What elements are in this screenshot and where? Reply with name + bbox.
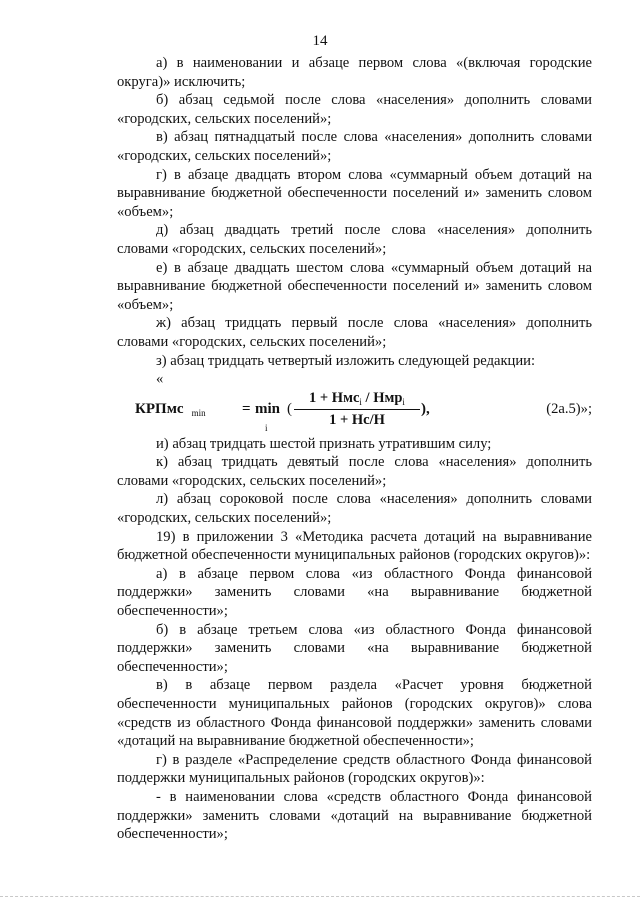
document-body <box>117 54 592 844</box>
page-number: 14 <box>312 33 328 49</box>
formula-equals: = <box>242 400 251 417</box>
paragraph: е) в абзаце двадцать шестом слова «суммарный объем дотаций на выравнивание бюджетной обеспеченности поселений и» заменить словом «объем»; <box>117 259 592 313</box>
formula-left-paren: ( <box>287 400 292 417</box>
formula-min-subscript: i <box>265 422 268 433</box>
paragraph: з) абзац тридцать четвертый изложить следующей редакции: <box>156 352 536 369</box>
paragraph: и) абзац тридцать шестой признать утратившим силу; <box>156 435 492 452</box>
paragraph: в) в абзаце первом раздела «Расчет уровня бюджетной обеспеченности муниципальных районов (городских округов)» слова «средств из областного Фонда финансовой поддержки» заменить словами «дотаций на выравнивание бюджетной обеспеченности»; <box>117 677 592 750</box>
paragraph: а) в наименовании и абзаце первом слова «(включая городские округа)» исключить; <box>117 55 592 90</box>
paragraph: б) абзац седьмой после слова «населения» дополнить словами «городских, сельских поселений»; <box>117 92 592 127</box>
paragraph: 19) в приложении 3 «Методика расчета дотаций на выравнивание бюджетной обеспеченности муниципальных районов (городских округов)»: <box>117 528 592 564</box>
formula-quote-open: « <box>156 371 164 388</box>
formula-lhs-subscript: min <box>191 407 206 418</box>
formula <box>117 389 592 433</box>
paragraph: б) в абзаце третьем слова «из областного Фонда финансовой поддержки» заменить словами «на выравнивание бюджетной обеспеченности»; <box>117 621 592 675</box>
formula-lhs: КРПмс $_{min}$ <box>135 400 206 418</box>
formula-denominator: 1 + Нс/Н <box>329 412 385 429</box>
formula-min: min <box>255 400 281 417</box>
paragraph: г) в разделе «Распределение средств областного Фонда финансовой поддержки муниципальных районов (городских округов)»: <box>117 751 592 787</box>
paragraph: д) абзац двадцать третий после слова «населения» дополнить словами «городских, сельских поселений»; <box>117 222 592 257</box>
formula-numerator: 1 + Нмс$_i$ / Нмр$_i$ <box>294 389 420 411</box>
formula-number: (2а.5)»; <box>546 400 592 417</box>
formula-fraction <box>294 389 420 430</box>
paragraph: л) абзац сороковой после слова «населения» дополнить словами «городских, сельских поселений»; <box>117 491 592 527</box>
paragraph: а) в абзаце первом слова «из областного Фонда финансовой поддержки» заменить словами «на выравнивание бюджетной обеспеченности»; <box>117 565 592 620</box>
paragraph: - в наименовании слова «средств областного Фонда финансовой поддержки» заменить словами «дотаций на выравнивание бюджетной обеспеченности»; <box>117 788 592 843</box>
formula-right-paren: ), <box>421 400 430 417</box>
paragraph: в) абзац пятнадцатый после слова «населения» дополнить словами «городских, сельских поселений»; <box>117 129 592 164</box>
paragraph: ж) абзац тридцать первый после слова «населения» дополнить словами «городских, сельских поселений»; <box>117 315 592 350</box>
paragraph: к) абзац тридцать девятый после слова «населения» дополнить словами «городских, сельских поселений»; <box>117 454 592 489</box>
page-bottom-rule <box>0 896 640 897</box>
paragraph: г) в абзаце двадцать втором слова «суммарный объем дотаций на выравнивание бюджетной обеспеченности поселений и» заменить словом «объем»; <box>117 166 592 220</box>
